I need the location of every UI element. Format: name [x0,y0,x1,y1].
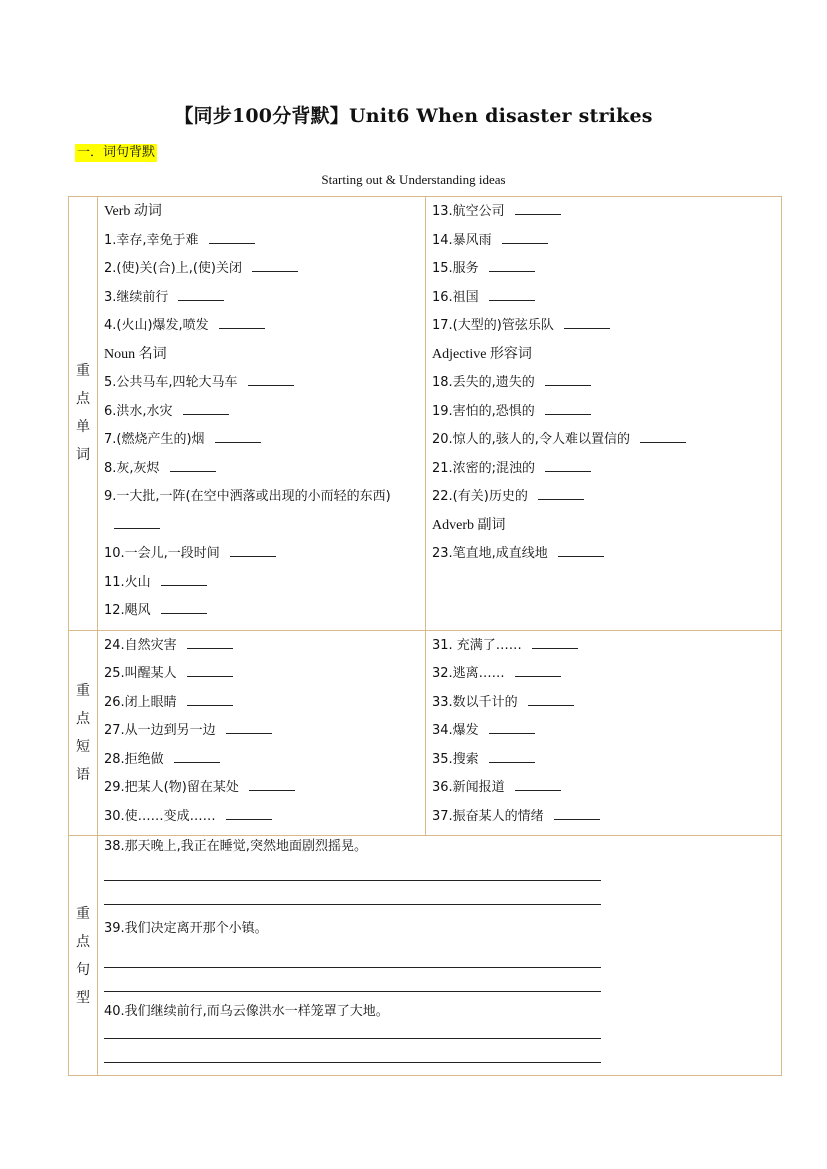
vocab-item [104,660,425,689]
category-text: Adverb 副词 [432,517,506,533]
item-text: 34.爆发 [432,723,479,738]
exercise-table [68,196,782,1076]
answer-blank[interactable] [178,289,224,301]
answer-blank[interactable] [248,374,294,386]
item-text: 32.逃离…… [432,666,505,681]
vocab-item [432,398,781,427]
answer-blank[interactable] [219,317,265,329]
phrases-row [69,630,782,836]
answer-blank[interactable] [515,203,561,215]
words-left-cell [98,197,426,631]
sentences-row [69,836,782,1076]
answer-blank[interactable] [489,260,535,272]
vocab-item [104,597,425,626]
item-text: 35.搜索 [432,751,479,767]
item-text: 14.暴风雨 [432,232,492,248]
answer-blank[interactable] [545,374,591,386]
answer-blank[interactable] [489,751,535,763]
answer-blank[interactable] [174,751,220,763]
vocab-item [432,483,781,512]
item-text: 1.幸存,幸免于难 [104,232,199,248]
item-text: 20.惊人的,骇人的,令人难以置信的 [432,432,630,447]
vocab-item [104,255,425,284]
item-text: 21.浓密的;混浊的 [432,460,536,476]
answer-blank[interactable] [532,637,578,649]
side-char: 短 [76,738,90,755]
side-char: 点 [76,710,90,727]
item-text: 29.把某人(物)留在某处 [104,780,239,795]
item-text: 26.闭上眼睛 [104,694,177,710]
item-text: 11.火山 [104,574,151,590]
sentence-prompt: 38.那天晚上,我正在睡觉,突然地面剧烈摇晃。 [104,839,367,854]
item-text: 24.自然灾害 [104,637,177,653]
item-text: 6.洪水,水灾 [104,403,173,419]
vocab-item [104,717,425,746]
item-text: 18.丢失的,遗失的 [432,375,535,390]
vocab-item [104,483,425,540]
answer-blank[interactable] [489,289,535,301]
answer-blank[interactable] [187,665,233,677]
phrases-right-list [426,631,781,836]
answer-blank[interactable] [554,808,600,820]
vocab-item [104,746,425,775]
item-text: 4.(火山)爆发,喷发 [104,318,209,333]
vocab-item [104,398,425,427]
item-text: 9.一大批,一阵(在空中洒落或出现的小而轻的东西) [104,489,391,504]
answer-blank[interactable] [187,694,233,706]
side-char: 重 [76,905,90,922]
answer-blank[interactable] [230,545,276,557]
answer-blank[interactable] [114,517,160,529]
side-char: 重 [76,682,90,699]
category-label [432,341,781,370]
vocab-item [104,540,425,569]
phrases-side-label [69,630,98,836]
vocab-item [104,284,425,313]
words-right-list [426,197,781,573]
category-text: Adjective 形容词 [432,346,532,362]
category-text: Verb 动词 [104,204,162,219]
answer-blank[interactable] [209,232,255,244]
category-label [104,341,425,370]
answer-blank[interactable] [170,460,216,472]
item-text: 8.灰,灰烬 [104,460,160,476]
vocab-item [104,369,425,398]
item-text: 7.(燃烧产生的)烟 [104,432,205,447]
item-text: 2.(使)关(合)上,(使)关闭 [104,261,242,276]
sentences-cell [98,836,782,1076]
answer-blank[interactable] [249,779,295,791]
side-char: 点 [76,933,90,950]
answer-blank[interactable] [528,694,574,706]
item-text: 37.振奋某人的情绪 [432,808,544,824]
answer-blank[interactable] [515,665,561,677]
words-side-label [69,197,98,631]
vocab-item [104,632,425,661]
side-char: 语 [76,766,90,783]
item-text: 17.(大型的)管弦乐队 [432,318,554,333]
section-heading: 一．词句背默 [77,145,156,160]
answer-line[interactable] [104,1022,601,1039]
side-char: 型 [76,989,90,1006]
item-text: 12.飓风 [104,603,151,618]
answer-blank[interactable] [215,431,261,443]
answer-blank[interactable] [226,808,272,820]
category-label [104,198,425,227]
item-text: 25.叫醒某人 [104,666,177,681]
phrases-left-list [98,631,425,836]
side-char: 单 [76,419,90,436]
words-left-list [98,197,425,630]
answer-blank[interactable] [545,403,591,415]
answer-blank[interactable] [502,232,548,244]
item-text: 3.继续前行 [104,289,169,305]
vocab-item [432,717,781,746]
phrases-left-cell [98,630,426,836]
words-right-cell [426,197,782,631]
subtitle: Starting out & Understanding ideas [321,172,506,187]
vocab-item [432,255,781,284]
vocab-item [432,455,781,484]
sentence-prompt: 40.我们继续前行,而乌云像洪水一样笼罩了大地。 [104,1004,389,1019]
item-text: 15.服务 [432,261,479,276]
answer-blank[interactable] [252,260,298,272]
answer-blank[interactable] [515,779,561,791]
item-text: 5.公共马车,四轮大马车 [104,375,238,390]
phrases-right-cell [426,630,782,836]
vocab-item [432,774,781,803]
item-text: 33.数以千计的 [432,694,518,710]
side-char: 词 [76,447,90,464]
vocab-item [104,426,425,455]
item-text: 16.祖国 [432,289,479,305]
category-label [432,512,781,541]
answer-line[interactable] [104,939,601,968]
item-text: 23.笔直地,成直线地 [432,546,548,561]
vocab-item [104,569,425,598]
side-char: 重 [76,363,90,380]
item-text: 10.一会儿,一段时间 [104,546,220,561]
item-text: 13.航空公司 [432,204,505,219]
vocab-item [432,660,781,689]
answer-blank[interactable] [226,722,272,734]
answer-line[interactable] [104,1039,601,1063]
vocab-item [432,689,781,718]
sentence-prompt: 39.我们决定离开那个小镇。 [104,921,268,936]
answer-blank[interactable] [640,431,686,443]
vocab-item [104,455,425,484]
answer-line[interactable] [104,881,601,905]
answer-blank[interactable] [545,460,591,472]
vocab-item [432,369,781,398]
answer-blank[interactable] [558,545,604,557]
vocab-item [432,803,781,832]
answer-blank[interactable] [538,488,584,500]
answer-blank[interactable] [183,403,229,415]
item-text: 27.从一边到另一边 [104,723,216,738]
item-text: 19.害怕的,恐惧的 [432,403,535,419]
vocab-item [432,632,781,661]
answer-blank[interactable] [187,637,233,649]
category-text: Noun 名词 [104,346,167,362]
answer-blank[interactable] [161,602,207,614]
vocab-item [104,774,425,803]
vocab-item [432,198,781,227]
side-char: 点 [76,391,90,408]
vocab-item [432,284,781,313]
answer-blank[interactable] [489,722,535,734]
vocab-item [432,746,781,775]
sentences-side-label [69,836,98,1076]
vocab-item [432,227,781,256]
words-row [69,197,782,631]
item-text: 28.拒绝做 [104,751,164,767]
item-text: 30.使……变成…… [104,808,216,824]
side-char: 句 [76,961,90,978]
vocab-item [104,803,425,832]
vocab-item [432,540,781,569]
vocab-item [432,312,781,341]
vocab-item [104,689,425,718]
answer-line[interactable] [104,968,601,992]
vocab-item [104,227,425,256]
item-text: 22.(有关)历史的 [432,489,528,504]
page-title: 【同步100分背默】Unit6 When disaster strikes [174,105,653,127]
vocab-item [104,312,425,341]
answer-blank[interactable] [161,574,207,586]
item-text: 31. 充满了…… [432,637,522,653]
answer-blank[interactable] [564,317,610,329]
item-text: 36.新闻报道 [432,780,505,795]
answer-line[interactable] [104,857,601,881]
vocab-item [432,426,781,455]
